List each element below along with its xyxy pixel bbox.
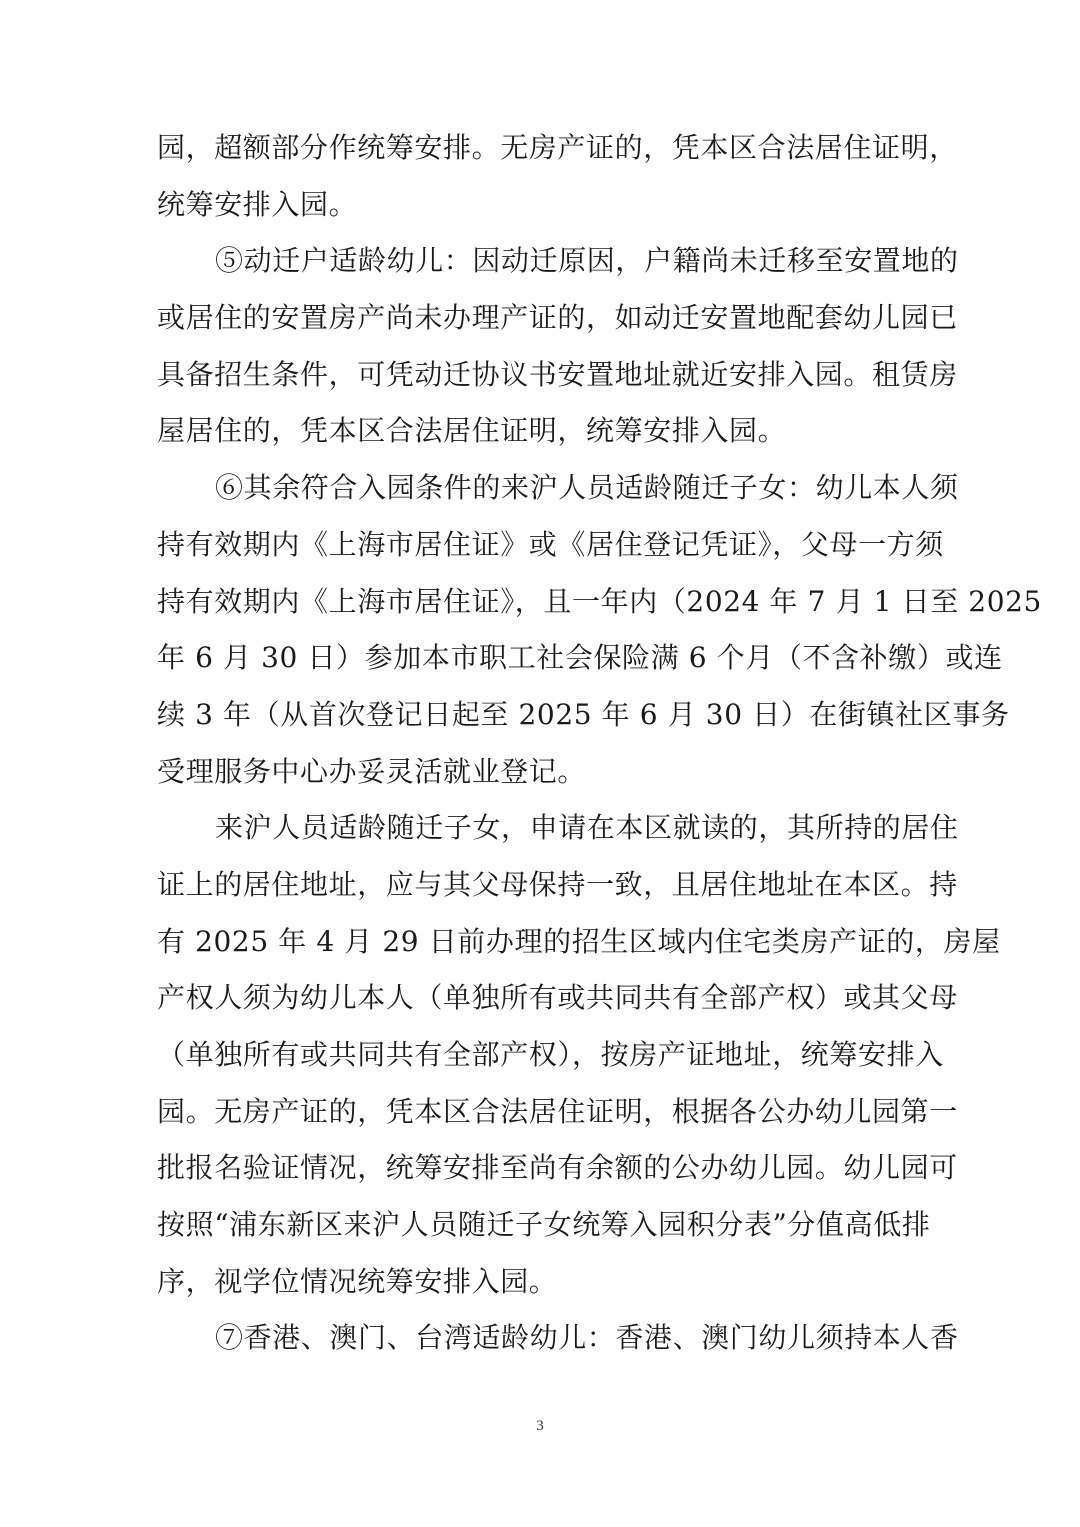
- paragraph-start-line: ⑤动迁户适龄幼儿：因动迁原因，户籍尚未迁移至安置地的: [215, 244, 959, 278]
- text-line: 受理服务中心办妥灵活就业登记。: [157, 754, 587, 788]
- text-line: 年 6 月 30 日）参加本市职工社会保险满 6 个月（不含补缴）或连: [157, 641, 1003, 675]
- text-line: 屋居住的，凭本区合法居住证明，统筹安排入园。: [157, 414, 787, 448]
- text-line: 批报名验证情况，统筹安排至尚有余额的公办幼儿园。幼儿园可: [157, 1151, 958, 1185]
- text-line: 统筹安排入园。: [157, 187, 358, 221]
- text-line: 持有效期内《上海市居住证》，且一年内（2024 年 7 月 1 日至 2025: [157, 584, 1042, 618]
- body-text: [157, 120, 1042, 1367]
- text-line: （单独所有或共同共有全部产权），按房产证地址，统筹安排入: [157, 1038, 944, 1071]
- text-line: 序，视学位情况统筹安排入园。: [157, 1264, 558, 1298]
- paragraph-start-line: ⑥其余符合入园条件的来沪人员适龄随迁子女：幼儿本人须: [215, 471, 959, 505]
- text-line: 产权人须为幼儿本人（单独所有或共同共有全部产权）或其父母: [157, 981, 958, 1015]
- paragraph-start-line: 来沪人员适龄随迁子女，申请在本区就读的，其所持的居住: [215, 811, 959, 845]
- text-line: 续 3 年（从首次登记日起至 2025 年 6 月 30 日）在街镇社区事务: [157, 697, 1010, 731]
- paragraph-start-line: ⑦香港、澳门、台湾适龄幼儿：香港、澳门幼儿须持本人香: [215, 1321, 959, 1355]
- text-line: 园。无房产证的，凭本区合法居住证明，根据各公办幼儿园第一: [157, 1094, 958, 1128]
- text-line: 持有效期内《上海市居住证》或《居住登记凭证》，父母一方须: [157, 527, 944, 561]
- text-line: 园，超额部分作统筹安排。无房产证的，凭本区合法居住证明，: [157, 131, 958, 164]
- text-line: 按照“浦东新区来沪人员随迁子女统筹入园积分表”分值高低排: [157, 1208, 931, 1242]
- text-line: 证上的居住地址，应与其父母保持一致，且居住地址在本区。持: [157, 867, 958, 901]
- page-number: 3: [536, 1418, 544, 1434]
- text-line: 有 2025 年 4 月 29 日前办理的招生区域内住宅类房产证的，房屋: [157, 924, 1001, 958]
- text-line: 具备招生条件，可凭动迁协议书安置地址就近安排入园。租赁房: [157, 357, 958, 391]
- text-line: 或居住的安置房产尚未办理产证的，如动迁安置地配套幼儿园已: [157, 301, 958, 335]
